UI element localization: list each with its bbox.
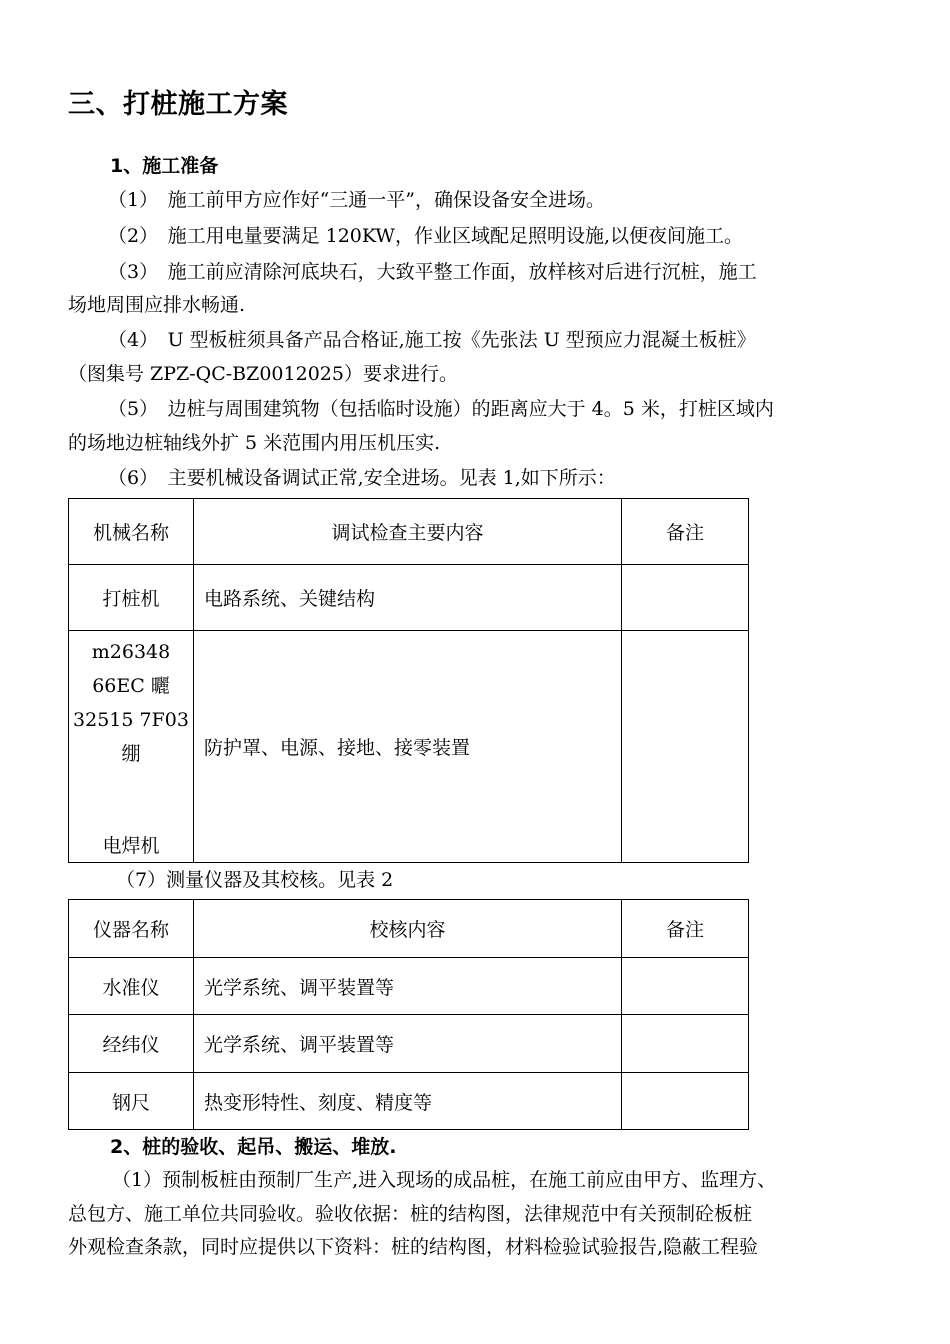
paragraph-line: 的场地边桩轴线外扩 5 米范围内用压机压实.: [68, 432, 441, 454]
table-cell: [69, 631, 194, 863]
table-cell: [622, 631, 749, 863]
table-cell-text: 电焊机: [102, 835, 160, 857]
table-header-cell: 仪器名称: [69, 900, 194, 958]
paragraph-line: （5） 边桩与周围建筑物（包括临时设施）的距离应大于 4。5 米，打桩区域内: [108, 398, 774, 420]
paragraph-line: （4） U 型板桩须具备产品合格证,施工按《先张法 U 型预应力混凝土板桩》: [108, 329, 756, 351]
paragraph-line: （图集号 ZPZ-QC-BZ0012025）要求进行。: [68, 363, 458, 385]
table-cell: [622, 958, 749, 1015]
equipment-table: [68, 498, 749, 863]
table-row: [69, 1073, 749, 1130]
garbled-text-line: 32515 7F03: [73, 709, 189, 731]
table-cell: 光学系统、调平装置等: [194, 958, 622, 1015]
table-row: [69, 958, 749, 1015]
table-cell: [622, 565, 749, 631]
table-cell: 防护罩、电源、接地、接零装置: [194, 631, 622, 863]
paragraph-line: 外观检查条款，同时应提供以下资料：桩的结构图，材料检验试验报告,隐蔽工程验: [68, 1236, 759, 1258]
instrument-table: [68, 899, 749, 1130]
paragraph-line: （2） 施工用电量要满足 120KW，作业区域配足照明设施,以便夜间施工。: [108, 225, 743, 247]
table-header-cell: 备注: [622, 499, 749, 565]
table-cell: 水准仪: [69, 958, 194, 1015]
table-row: [69, 565, 749, 631]
table-cell: 钢尺: [69, 1073, 194, 1130]
table-header-cell: 校核内容: [194, 900, 622, 958]
table-cell: 经纬仪: [69, 1015, 194, 1073]
paragraph-line: 场地周围应排水畅通.: [68, 294, 246, 316]
table-cell: 热变形特性、刻度、精度等: [194, 1073, 622, 1130]
table-cell: [622, 1073, 749, 1130]
table-caption: （7）测量仪器及其校核。见表 2: [116, 869, 394, 891]
table-header-cell: 备注: [622, 900, 749, 958]
paragraph-line: （6） 主要机械设备调试正常,安全进场。见表 1,如下所示：: [108, 467, 616, 489]
paragraph-line: （1）预制板桩由预制厂生产,进入现场的成品桩，在施工前应由甲方、监理方、: [112, 1169, 777, 1191]
table-cell: 打桩机: [69, 565, 194, 631]
table-cell: 电路系统、关键结构: [194, 565, 622, 631]
table-row: [69, 631, 749, 863]
paragraph-line: 总包方、施工单位共同验收。验收依据：桩的结构图，法律规范中有关预制砼板桩: [68, 1203, 753, 1225]
section-title: 三、打桩施工方案: [68, 89, 288, 120]
table-cell: [622, 1015, 749, 1073]
subsection-heading-preparation: 1、施工准备: [110, 155, 219, 177]
garbled-text-line: 绷: [121, 743, 141, 765]
table-cell: 光学系统、调平装置等: [194, 1015, 622, 1073]
table-header-cell: 机械名称: [69, 499, 194, 565]
garbled-text-line: 66EC 曬: [92, 675, 170, 697]
paragraph-line: （1） 施工前甲方应作好“三通一平”，确保设备安全进场。: [108, 189, 606, 211]
table-header-cell: 调试检查主要内容: [194, 499, 622, 565]
subsection-heading-acceptance: 2、桩的验收、起吊、搬运、堆放.: [110, 1136, 397, 1158]
garbled-text-line: m26348: [91, 641, 171, 663]
paragraph-line: （3） 施工前应清除河底块石，大致平整工作面，放样核对后进行沉桩，施工: [108, 261, 757, 283]
table-row: [69, 1015, 749, 1073]
